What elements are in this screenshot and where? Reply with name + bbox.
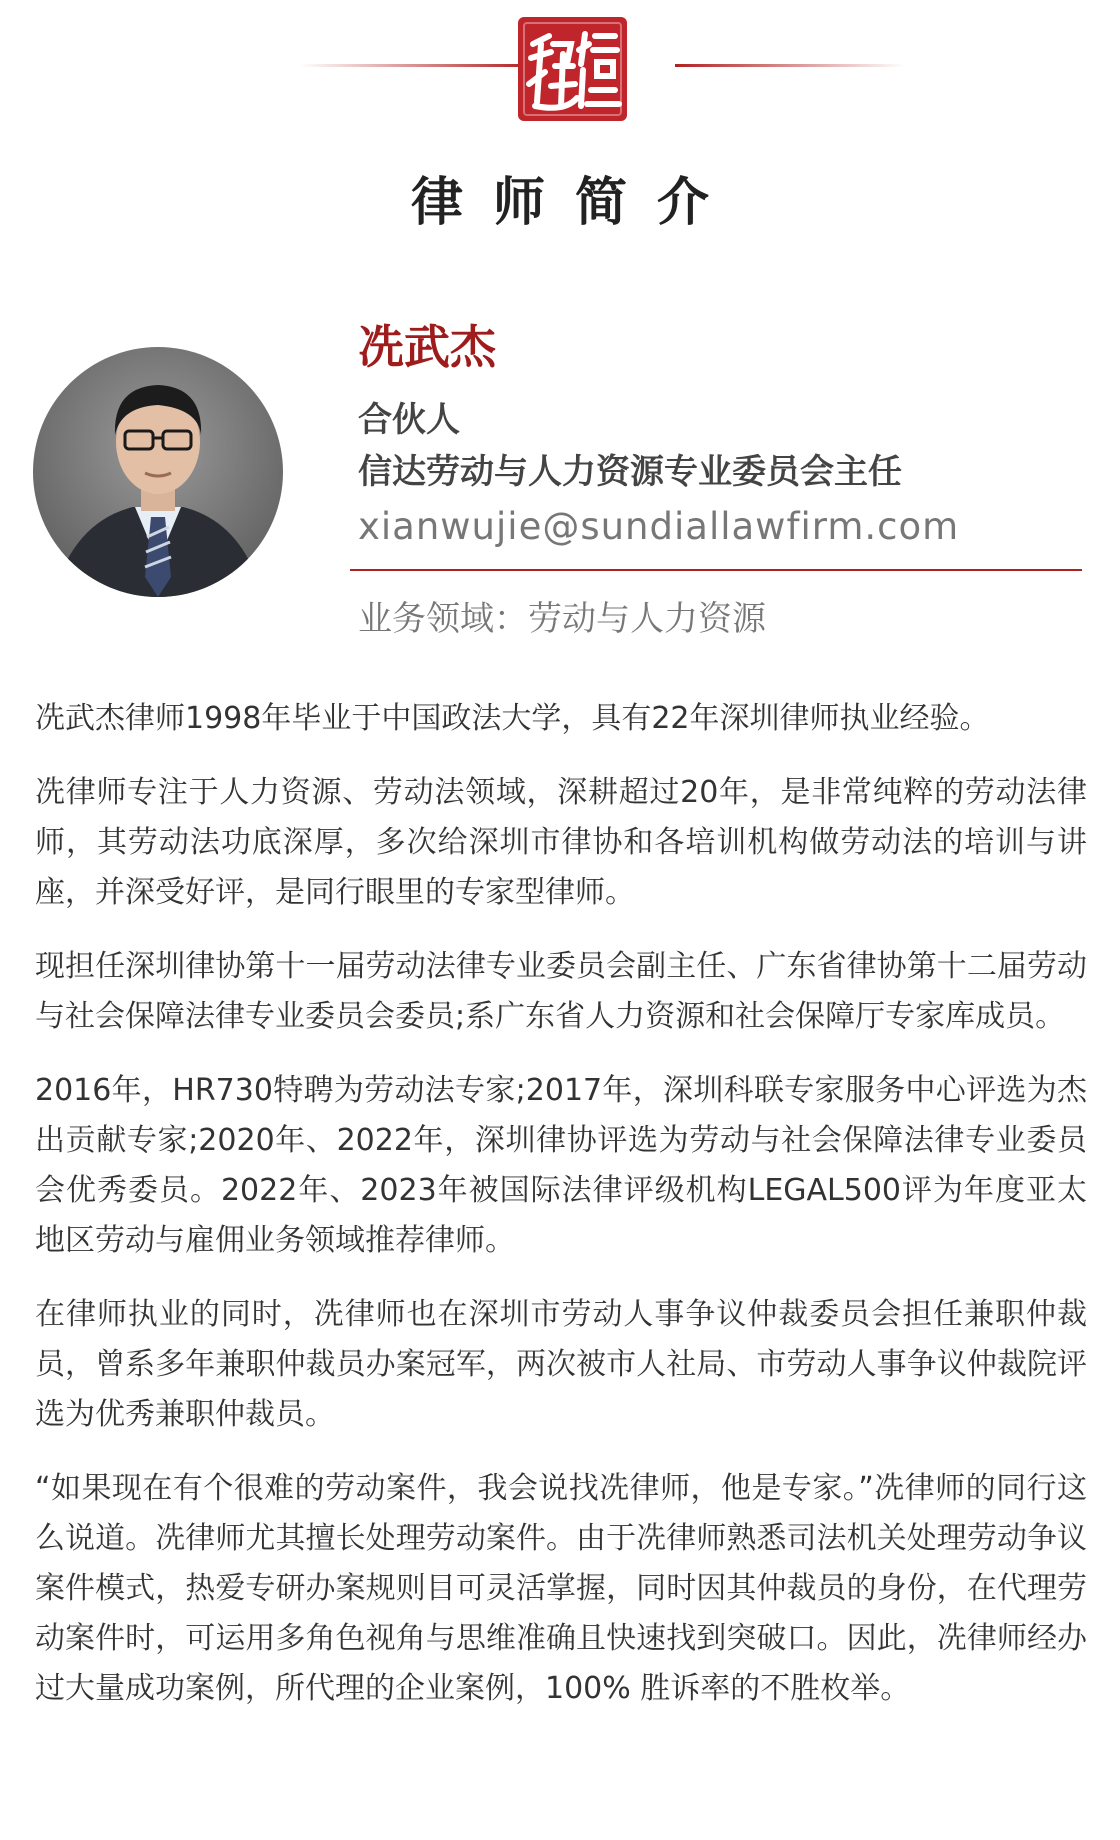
section-title: 律师简介 bbox=[410, 172, 739, 233]
practice-area-value: 劳动与人力资源 bbox=[528, 599, 766, 639]
bio-paragraph: “如果现在有个很难的劳动案件，我会说找冼律师，他是专家。”冼律师的同行这么说道。冼律师尤其擅长处理劳动案件。由于冼律师熟悉司法机关处理劳动争议案件模式，热爱专研办案规则目可灵活掌握，同时因其仲裁员的身份，在代理劳动案件时，可运用多角色视角与思维准确且快速找到突破口。因此，冼律师经办过大量成功案例，所代理的企业案例，100% 胜诉率的不胜枚举。 bbox=[35, 1471, 1087, 1706]
biography bbox=[35, 694, 1087, 1738]
practice-area-label: 业务领域： bbox=[358, 599, 528, 639]
bio-paragraph: 2016年，HR730特聘为劳动法专家;2017年，深圳科联专家服务中心评选为杰出贡献专家;2020年、2022年，深圳律协评选为劳动与社会保障法律专业委员会优秀委员。2022年、2023年被国际法律评级机构LEGAL500评为年度亚太地区劳动与雇佣业务领域推荐律师。 bbox=[35, 1073, 1087, 1258]
lawyer-portrait-avatar bbox=[33, 347, 283, 597]
decorative-line-left bbox=[300, 64, 530, 67]
section-header bbox=[0, 0, 1120, 240]
seal-logo-icon bbox=[515, 14, 630, 124]
profile-divider bbox=[350, 569, 1082, 571]
decorative-line-right bbox=[675, 64, 905, 67]
bio-paragraph: 在律师执业的同时，冼律师也在深圳市劳动人事争议仲裁委员会担任兼职仲裁员，曾系多年兼职仲裁员办案冠军，两次被市人社局、市劳动人事争议仲裁院评选为优秀兼职仲裁员。 bbox=[35, 1297, 1087, 1432]
lawyer-email[interactable]: xianwujie@sundiallawfirm.com bbox=[358, 505, 960, 548]
lawyer-role: 合伙人 bbox=[358, 400, 460, 440]
lawyer-name: 冼武杰 bbox=[358, 320, 496, 374]
bio-paragraph: 冼律师专注于人力资源、劳动法领域，深耕超过20年，是非常纯粹的劳动法律师，其劳动法功底深厚，多次给深圳市律协和各培训机构做劳动法的培训与讲座，并深受好评，是同行眼里的专家型律师。 bbox=[35, 775, 1087, 910]
bio-paragraph: 现担任深圳律协第十一届劳动法律专业委员会副主任、广东省律协第十二届劳动与社会保障法律专业委员会委员;系广东省人力资源和社会保障厅专家库成员。 bbox=[35, 949, 1087, 1034]
bio-paragraph: 冼武杰律师1998年毕业于中国政法大学，具有22年深圳律师执业经验。 bbox=[35, 701, 990, 736]
profile-card bbox=[358, 312, 1088, 556]
practice-area bbox=[358, 592, 766, 646]
lawyer-position: 信达劳动与人力资源专业委员会主任 bbox=[358, 452, 902, 492]
